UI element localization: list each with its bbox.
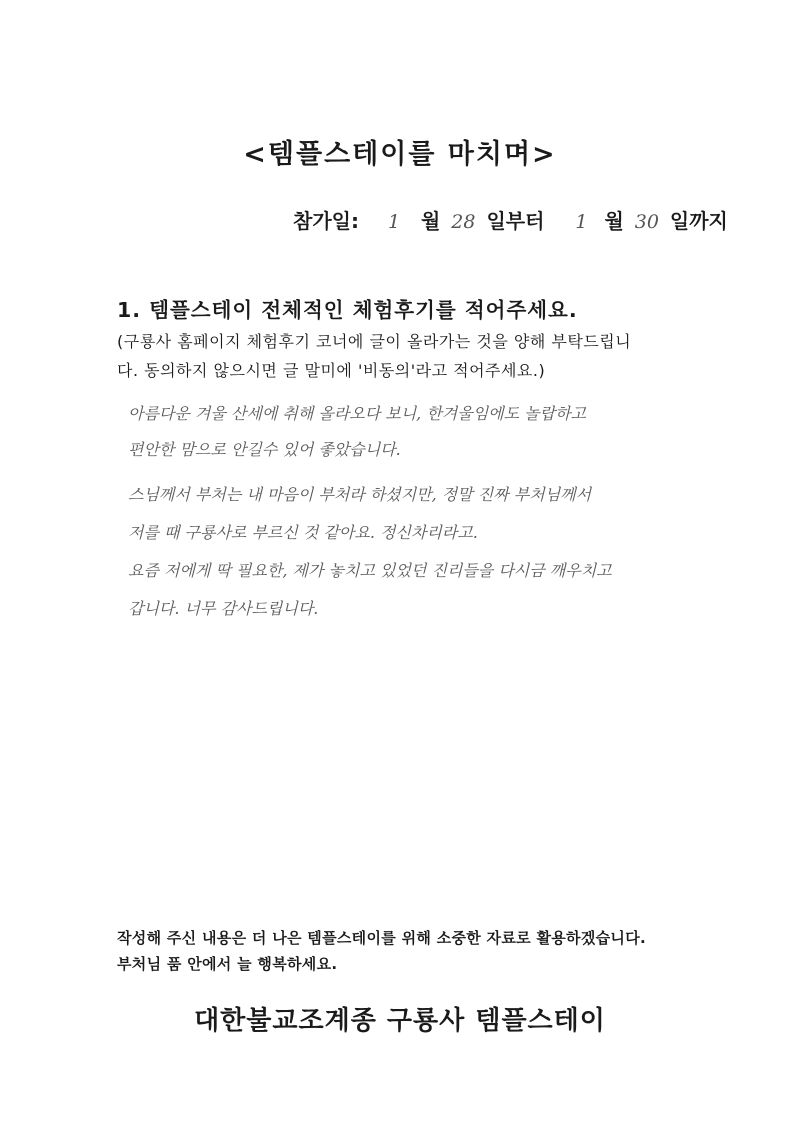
question-note <box>117 327 702 385</box>
start-day-value: 28 <box>451 211 476 233</box>
answer-line: 편안한 맘으로 안길수 있어 좋았습니다. <box>128 440 401 459</box>
answer-line: 갑니다. 너무 감사드립니다. <box>128 599 319 618</box>
form-title: <템플스테이를 마치며> <box>243 139 557 170</box>
footer-note <box>117 925 646 977</box>
start-month-value: 1 <box>387 211 401 233</box>
period-label: 참가일: <box>293 209 359 233</box>
question-note-line: 다. 동의하지 않으시면 글 말미에 '비동의'라고 적어주세요.) <box>117 361 546 380</box>
question-title: 1. 템플스테이 전체적인 체험후기를 적어주세요. <box>117 298 578 322</box>
month-unit-start: 월 <box>421 209 441 233</box>
until-label: 일까지 <box>669 209 728 233</box>
end-month-value: 1 <box>575 211 588 233</box>
handwritten-answer-paragraph <box>128 396 748 468</box>
handwritten-answer-paragraph <box>128 476 748 628</box>
organization-name: 대한불교조계종 구룡사 템플스테이 <box>194 1006 606 1036</box>
answer-line: 요즘 저에게 딱 필요한, 제가 놓치고 있었던 진리들을 다시금 깨우치고 <box>128 561 612 580</box>
end-day-value: 30 <box>634 211 659 233</box>
footer-line: 부처님 품 안에서 늘 행복하세요. <box>117 955 338 973</box>
month-unit-end: 월 <box>604 209 624 233</box>
footer-line: 작성해 주신 내용은 더 나은 템플스테이를 위해 소중한 자료로 활용하겠습니다. <box>117 929 646 947</box>
answer-line: 스님께서 부처는 내 마음이 부처라 하셨지만, 정말 진짜 부처님께서 <box>128 485 592 504</box>
answer-line: 저를 때 구룡사로 부르신 것 같아요. 정신차리라고. <box>128 523 478 542</box>
from-label: 일부터 <box>486 209 545 233</box>
participation-period <box>293 205 728 234</box>
question-note-line: (구룡사 홈페이지 체험후기 코너에 글이 올라가는 것을 양해 부탁드립니 <box>117 332 632 351</box>
answer-line: 아름다운 겨울 산세에 취해 올라오다 보니, 한겨울임에도 놀랍하고 <box>128 404 587 423</box>
